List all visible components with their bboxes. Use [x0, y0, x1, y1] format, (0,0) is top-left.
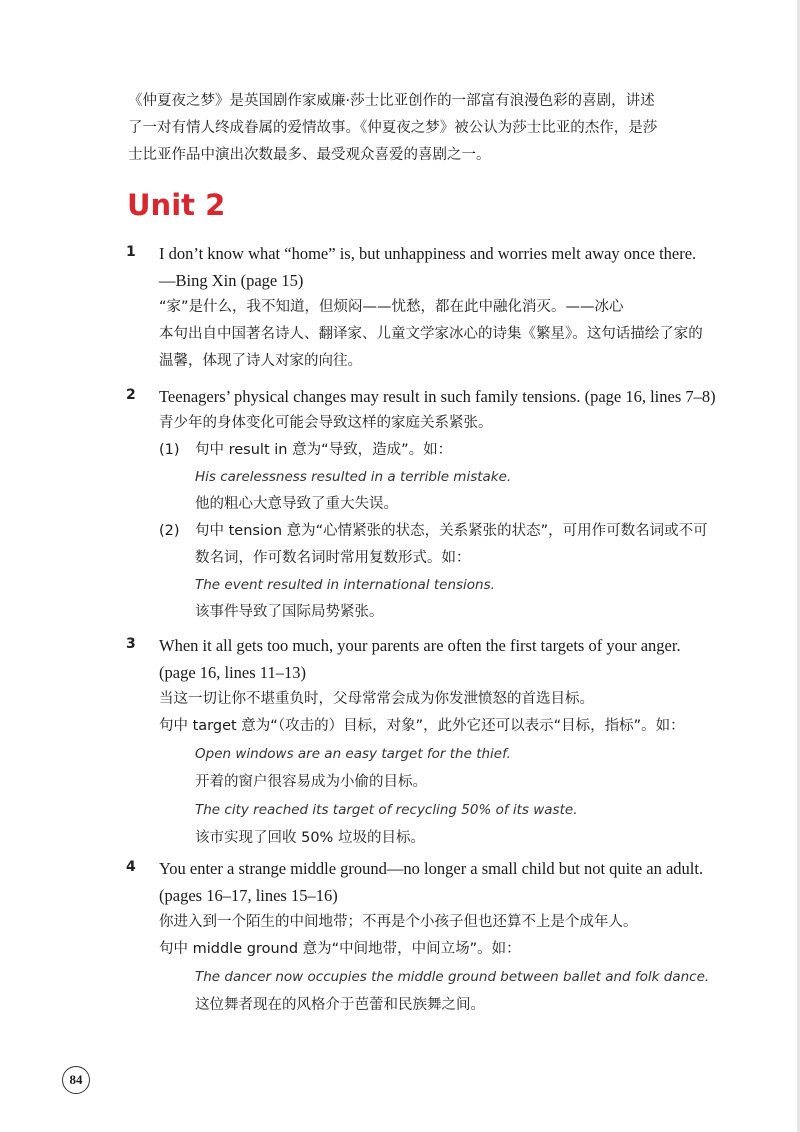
- entry-chinese-line: 本句出自中国著名诗人、翻译家、儿童文学家冰心的诗集《繁星》。这句话描绘了家的: [159, 326, 703, 342]
- entry-chinese-line: 句中 middle ground 意为“中间地带，中间立场”。如：: [159, 941, 521, 957]
- entry-number: 2: [126, 387, 136, 403]
- entry-chinese-line: 句中 target 意为“（攻击的）目标，对象”，此外它还可以表示“目标，指标”。如：: [159, 718, 685, 734]
- entry-number: 4: [126, 859, 136, 875]
- intro-paragraph: [128, 88, 688, 169]
- example-translation: 该市实现了回收 50% 垃圾的目标。: [195, 830, 425, 846]
- entry-english-line: You enter a strange middle ground—no longer a small child but not quite an adult.: [159, 859, 704, 878]
- entry-number: 1: [126, 244, 136, 260]
- example-translation: 开着的窗户很容易成为小偷的目标。: [195, 774, 427, 790]
- intro-line: 士比亚作品中演出次数最多、最受观众喜爱的喜剧之一。: [128, 147, 491, 163]
- entry-english-line: When it all gets too much, your parents are often the first targets of your anger.: [159, 636, 681, 655]
- note-entry-3: [126, 632, 696, 852]
- example-sentence: The event resulted in international tensions.: [195, 577, 495, 593]
- example-translation: 该事件导致了国际局势紧张。: [195, 604, 384, 620]
- entry-english-line: Teenagers’ physical changes may result in such family tensions. (page 16, lines 7–8): [159, 387, 716, 406]
- entry-chinese-line: 当这一切让你不堪重负时，父母常常会成为你发泄愤怒的首选目标。: [159, 691, 594, 707]
- note-entry-1: [126, 240, 703, 375]
- sub-note-1: [159, 437, 696, 518]
- unit-title: Unit 2: [127, 188, 226, 222]
- entry-chinese-line: 温馨，体现了诗人对家的向往。: [159, 353, 362, 369]
- entry-chinese-line: 青少年的身体变化可能会导致这样的家庭关系紧张。: [159, 415, 493, 431]
- example-sentence: The city reached its target of recycling 50% of its waste.: [195, 802, 578, 818]
- example-translation: 他的粗心大意导致了重大失误。: [195, 496, 398, 512]
- example-block: [159, 740, 696, 852]
- entry-chinese-line: 你进入到一个陌生的中间地带；不再是个小孩子但也还算不上是个成年人。: [159, 914, 638, 930]
- entry-english-line: (page 16, lines 11–13): [159, 663, 306, 682]
- sub-note-number: (1): [159, 442, 180, 458]
- example-sentence: The dancer now occupies the middle ground between ballet and folk dance.: [195, 969, 710, 985]
- intro-line: 《仲夏夜之梦》是英国剧作家威廉·莎士比亚创作的一部富有浪漫色彩的喜剧，讲述: [128, 93, 655, 109]
- example-sentence: Open windows are an easy target for the thief.: [195, 746, 511, 762]
- sub-note-number: (2): [159, 523, 180, 539]
- entry-number: 3: [126, 636, 136, 652]
- sub-note-text: 句中 result in 意为“导致，造成”。如：: [195, 442, 453, 458]
- example-block: [159, 963, 710, 1019]
- page-number: 84: [62, 1066, 90, 1094]
- sub-note-text: 句中 tension 意为“心情紧张的状态，关系紧张的状态”，可用作可数名词或不可: [195, 523, 708, 539]
- entry-attribution: —Bing Xin (page 15): [159, 271, 304, 290]
- example-translation: 这位舞者现在的风格介于芭蕾和民族舞之间。: [195, 997, 485, 1013]
- entry-chinese-line: “家”是什么，我不知道，但烦闷——忧愁，都在此中融化消灭。——冰心: [159, 299, 624, 315]
- sub-note-text: 数名词，作可数名词时常用复数形式。如：: [195, 550, 471, 566]
- entry-english-line: (pages 16–17, lines 15–16): [159, 886, 338, 905]
- note-entry-4: [126, 855, 710, 1019]
- note-entry-2: [126, 383, 716, 626]
- entry-english-line: I don’t know what “home” is, but unhappiness and worries melt away once there.: [159, 244, 697, 263]
- example-sentence: His carelessness resulted in a terrible mistake.: [195, 469, 512, 485]
- sub-note-2: [159, 518, 708, 626]
- intro-line: 了一对有情人终成眷属的爱情故事。《仲夏夜之梦》被公认为莎士比亚的杰作，是莎: [128, 120, 658, 136]
